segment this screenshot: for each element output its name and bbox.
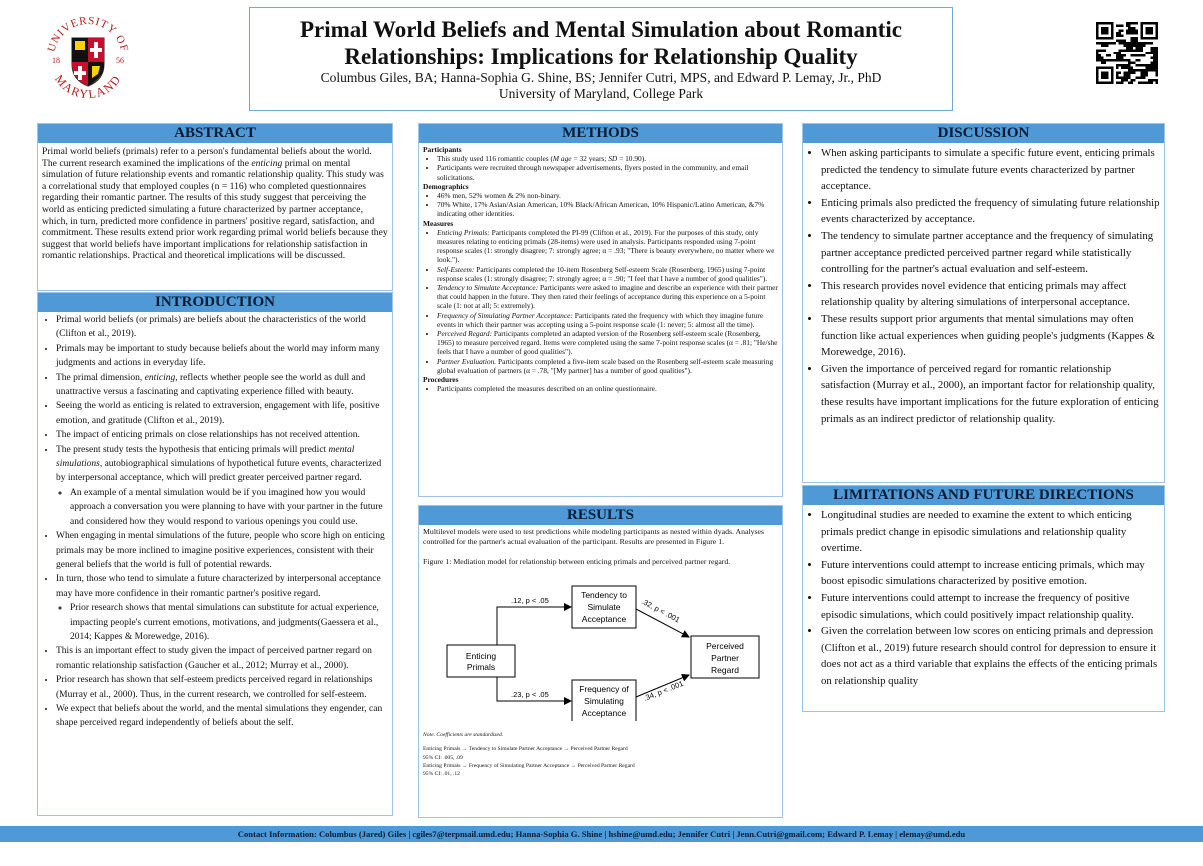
limitations-panel <box>802 485 1165 712</box>
limitations-list <box>807 507 1160 690</box>
node-enticing-line: Enticing <box>465 651 497 662</box>
node-enticing-primals <box>447 645 515 677</box>
list-item: • The primal dimension, enticing, reflects whether people see the world as dull and unattractive versus a fascinating and captivating experience filled with beauty. <box>56 371 388 400</box>
list-item: • 46% men, 52% women & 2% non-binary. <box>437 191 778 200</box>
results-text: Multilevel models were used to test predictions while modeling participants as nested within dyads. Analyses controlled for the partner's actual evaluation of the participant. Results are presented in Figure 1. <box>423 527 765 547</box>
list-item: • Primals may be important to study because beliefs about the world may inform many judgments and actions in everyday life. <box>56 342 388 371</box>
methods-heading: METHODS <box>419 124 782 143</box>
limitations-body <box>803 505 1164 692</box>
list-item: • In turn, those who tend to simulate a future characterized by interpersonal acceptance may have more confidence in their romantic partner's positive regard. ◦ Prior research shows that mental simulations can substitute for actual experience, impacting people's current emotions, motivations, and judgments(Gaessera et al., 2014; Kappes & Morewedge, 2016). <box>56 572 388 644</box>
list-item: • Prior research has shown that self-esteem predicts perceived regard in relationships (Murray et al., 2000). Thus, in the current research, we controlled for self-esteem. <box>56 673 388 702</box>
methods-section-heading: Demographics <box>423 181 469 191</box>
list-item: • Future interventions could attempt to increase enticing primals, which may boost episodic simulations characterized by positive emotion. <box>821 557 1160 590</box>
sub-list-item: ◦ Prior research shows that mental simulations can substitute for actual experience, impacting people's current emotions, motivations, and judgments(Gaessera et al., 2014; Kappes & Morewedge, 2016). <box>70 601 388 644</box>
measure-item: • Frequency of Simulating Partner Acceptance: Participants rated the frequency with which they imagine future events in which their partner was accepting using a 5-point response scale (1: never; 5: almost all the time). <box>437 311 778 329</box>
methods-section-heading: Measures <box>423 218 454 228</box>
node-regard-line: Perceived <box>706 641 744 652</box>
methods-panel <box>418 123 783 497</box>
ci-line: Enticing Primals → Frequency of Simulating Partner Acceptance → Perceived Partner Regard <box>423 762 635 769</box>
limitations-heading: LIMITATIONS AND FUTURE DIRECTIONS <box>803 486 1164 505</box>
affiliation: University of Maryland, College Park <box>498 86 704 101</box>
svg-text:56: 56 <box>116 56 124 65</box>
results-heading: RESULTS <box>419 506 782 525</box>
node-regard-line: Regard <box>711 665 739 676</box>
discussion-body <box>803 143 1164 429</box>
list-item: • The tendency to simulate partner acceptance and the frequency of simulating partner acceptance predicted perceived partner regard while statistically controlling for the partner's actual evaluation and self-esteem. <box>821 228 1160 278</box>
list-item: • These results support prior arguments that mental simulations may often function like actual experiences when guiding people's judgments (Kappes & Morewedge, 2016). <box>821 311 1160 361</box>
discussion-list <box>807 145 1160 427</box>
introduction-list <box>42 313 388 731</box>
node-tendency-line: Tendency to <box>581 590 627 601</box>
measure-item: • Perceived Regard: Participants completed an adapted version of the Rosenberg self-esteem scale (Rosenberg, 1965) to measure perceived regard. Items were completed using the same 7-point response scales (α = .81; "He/she feels that I have a number of good qualities"). <box>437 329 778 357</box>
abstract-paragraph: Primal world beliefs (primals) refer to a person's fundamental beliefs about the world. The current research examined the implications of the enticing primal on mental simulation of future relationship events and romantic relationship quality. This study was a correlational study that employed couples (n = 116) who completed questionnaires regarding their romantic partner. The results of this study suggest that perceiving the world as enticing predicted simulating a future characterized by partner acceptance, which, in turn, predicted more confidence in partners' positive regard, satisfaction, and commitment. These results extend prior work regarding primal world beliefs because they suggest that world beliefs have important implications for relationship satisfaction in romantic relationships. Practical and theoretical implications will be discussed. <box>42 146 388 262</box>
list-item: • Seeing the world as enticing is related to extraversion, engagement with life, positive emotion, and gratitude (Clifton et al., 2019). <box>56 399 388 428</box>
list-item: • When asking participants to simulate a specific future event, enticing primals predicted the tendency to simulate future events characterized by partner acceptance. <box>821 145 1160 195</box>
poster-title: Primal World Beliefs and Mental Simulation about Romantic Relationships: Implications for Relationship Quality <box>299 17 903 69</box>
svg-text:18: 18 <box>52 56 60 65</box>
list-item: • Participants completed the measures described on an online questionnaire. <box>437 384 778 393</box>
node-perceived-regard <box>691 636 759 678</box>
results-notes <box>423 731 778 778</box>
node-frequency-line: Acceptance <box>581 708 627 719</box>
svg-text:MARYLAND: MARYLAND <box>52 71 124 102</box>
list-item: • This study used 116 romantic couples (M age = 32 years; SD = 10.90). <box>437 154 778 163</box>
list-item: • The impact of enticing primals on close relationships has not received attention. <box>56 428 388 442</box>
path-label-a1: .12, p < .05 <box>511 596 549 606</box>
methods-list <box>423 228 778 375</box>
node-tendency-line: Simulate <box>587 602 621 613</box>
qr-code[interactable] <box>1096 22 1158 84</box>
abstract-panel <box>37 123 393 291</box>
path-arrow-a1 <box>497 607 571 645</box>
list-item: • When engaging in mental simulations of the future, people who score high on enticing primals may be more inclined to imagine positive experiences, consistent with their general beliefs that the world is full of potential rewards. <box>56 529 388 572</box>
ci-line: 95% CI: .01, .12 <box>423 771 460 778</box>
list-item: • This research provides novel evidence that enticing primals may affect relationship quality by altering simulations of interpersonal acceptance. <box>821 278 1160 311</box>
sub-list <box>56 601 388 644</box>
path-label-b2: .34, p < .001 <box>642 679 685 704</box>
poster-title-box <box>249 7 953 111</box>
university-seal-logo <box>40 8 136 104</box>
results-panel <box>418 505 783 818</box>
contact-footer: Contact Information: Columbus (Jared) Giles | cgiles7@terpmail.umd.edu; Hanna-Sophia G. Shine | hshine@umd.edu; Jennifer Cutri | Jenn.Cutri@gmail.com; Edward P. Lemay | elemay@umd.edu <box>0 826 1203 842</box>
discussion-heading: DISCUSSION <box>803 124 1164 143</box>
list-item: • Participants were recruited through newspaper advertisements, flyers posted in the community, and email solicitations. <box>437 163 778 181</box>
methods-body <box>419 143 782 395</box>
methods-section-heading: Procedures <box>423 375 459 385</box>
ci-line: Enticing Primals → Tendency to Simulate Partner Acceptance → Perceived Partner Regard <box>423 746 628 753</box>
introduction-panel <box>37 292 393 816</box>
introduction-body <box>38 312 392 732</box>
node-tendency <box>572 586 636 628</box>
mediation-diagram <box>423 569 778 721</box>
methods-list <box>423 384 778 393</box>
svg-text:UNIVERSITY OF: UNIVERSITY OF <box>45 14 131 54</box>
node-regard-line: Partner <box>711 653 739 664</box>
abstract-heading: ABSTRACT <box>38 124 392 143</box>
ci-line: 95% CI: .005, .09 <box>423 754 463 761</box>
list-item: • Given the importance of perceived regard for romantic relationship satisfaction (Murray et al., 2000), an important factor for relationship quality, these results have important implications for the future exploration of enticing primals as an indirect predictor of relationship quality. <box>821 361 1160 427</box>
list-item: • This is an important effect to study given the impact of perceived partner regard on romantic relationship satisfaction (Gaucher et al., 2012; Murray et al., 2000). <box>56 644 388 673</box>
sub-list-item: ◦ An example of a mental simulation would be if you imagined how you would approach a conversation you were planning to have with your partner in the future and considered how they would respond to various openings you could use. <box>70 486 388 529</box>
measure-item: • Self-Esteem: Participants completed the 10-item Rosenberg Self-esteem Scale (Rosenberg, 1965) using 7-point response scales (1: strongly disagree; 7: strongly agree; α = .90; "I feel that I have a number of good qualities"). <box>437 265 778 283</box>
list-item: • Primal world beliefs (or primals) are beliefs about the characteristics of the world (Clifton et al., 2019). <box>56 313 388 342</box>
list-item: • We expect that beliefs about the world, and the mental simulations they engender, can shape perceived regard independently of beliefs about the self. <box>56 702 388 731</box>
list-item: • Enticing primals also predicted the frequency of simulating future relationship events characterized by acceptance. <box>821 195 1160 228</box>
introduction-heading: INTRODUCTION <box>38 293 392 312</box>
measure-item: • Enticing Primals: Participants completed the PI-99 (Clifton et al., 2019). For the purposes of this study, only measures relating to enticing primals (28-items) were used in analysis. Participants responded using 7-point response scales (1: strongly disagree; 7: strongly agree; α = .93; "There is beauty everywhere, no matter where we look."). <box>437 228 778 265</box>
methods-list <box>423 191 778 219</box>
list-item: • The present study tests the hypothesis that enticing primals will predict mental simulations, autobiographical simulations of hypothetical future events, characterized by interpersonal acceptance, which will predict greater perceived partner regard. ◦ An example of a mental simulation would be if you imagined how you would approach a conversation you were planning to have with your partner in the future and considered how they would respond to various openings you could use. <box>56 443 388 529</box>
node-frequency <box>572 680 636 721</box>
node-tendency-line: Acceptance <box>581 614 627 625</box>
node-enticing-line: Primals <box>466 662 496 673</box>
abstract-text <box>38 143 392 265</box>
path-label-b1: .32, p < .001 <box>640 597 682 625</box>
measure-item: • Tendency to Simulate Acceptance: Participants were asked to imagine and describe an experience with their partner that could happen in the future. They then rated their feelings of acceptance during this experience on a 5-point scale (1: not at all; 5: extremely). <box>437 283 778 311</box>
methods-list <box>423 154 778 182</box>
results-body <box>419 525 782 780</box>
authors: Columbus Giles, BA; Hanna-Sophia G. Shine, BS; Jennifer Cutri, MPS, and Edward P. Lemay, Jr., PhD <box>320 70 882 85</box>
figure-caption: Figure 1: Mediation model for relationship between enticing primals and perceived partner regard. <box>423 556 731 566</box>
path-label-a2: .23, p < .05 <box>511 690 549 700</box>
measure-item: • Partner Evaluation. Participants completed a five-item scale based on the Rosenberg self-esteem scale measuring global evaluation of partners (α = .78, "[My partner] has a number of good qualities"). <box>437 357 778 375</box>
node-frequency-line: Simulating <box>584 696 624 707</box>
list-item: • Given the correlation between low scores on enticing primals and depression (Clifton et al., 2019) future research should control for depression to ensure it does not act as a third variable that explains the effects of the enticing primals on relationship quality <box>821 623 1160 689</box>
methods-section-heading: Participants <box>423 145 462 154</box>
note-line: Note. Coefficients are standardized. <box>423 732 504 739</box>
list-item: • Future interventions could attempt to increase the frequency of positive episodic simulations, which could positively impact relationship quality. <box>821 590 1160 623</box>
node-frequency-line: Frequency of <box>579 684 629 695</box>
discussion-panel <box>802 123 1165 483</box>
sub-list <box>56 486 388 529</box>
list-item: • Longitudinal studies are needed to examine the extent to which enticing primals predict change in episodic simulations and relationship quality overtime. <box>821 507 1160 557</box>
list-item: • 70% White, 17% Asian/Asian American, 10% Black/African American, 10% Hispanic/Latino American, &7% indicating other identities. <box>437 200 778 218</box>
